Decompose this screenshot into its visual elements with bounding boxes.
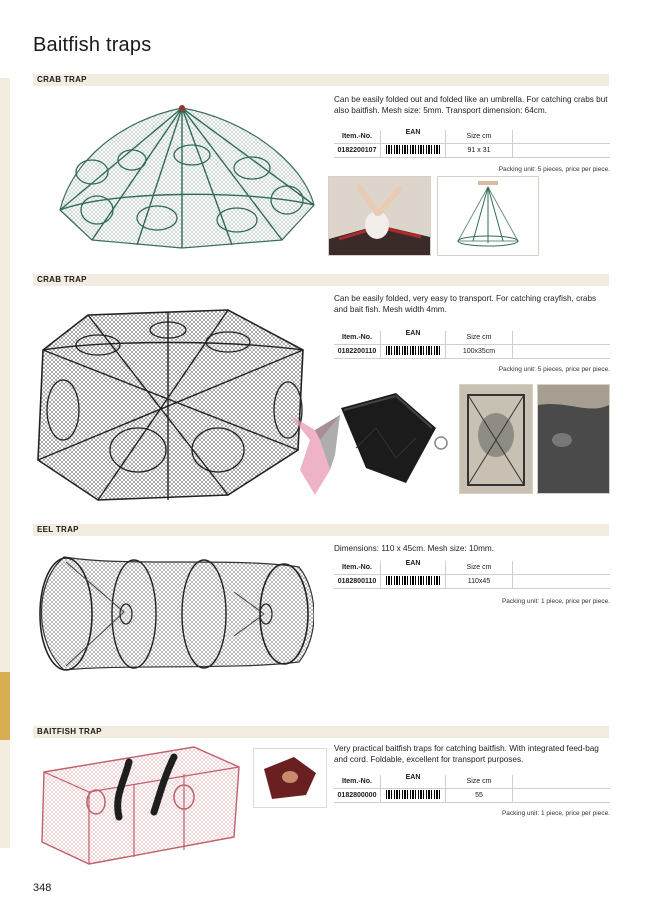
item-size: 91 x 31 [467,147,491,154]
page-number: 348 [33,882,52,894]
product-description: Dimensions: 110 x 45cm. Mesh size: 10mm. [334,544,495,553]
header-item-no: Item.-No. [342,334,372,341]
header-ean: EAN [405,330,421,337]
item-number: 0182800110 [337,578,377,585]
eel-trap-image [34,552,314,674]
product-table [334,775,610,803]
folded-bag-image [336,388,454,488]
trap-detail-photo [537,384,610,494]
baitfish-trap-image [34,742,250,870]
header-ean: EAN [405,129,421,136]
header-ean: EAN [405,774,421,781]
header-size: Size cm [466,334,492,341]
header-size: Size cm [466,133,492,140]
product-table [334,331,610,359]
ean-barcode [386,145,440,154]
section-heading-baitfish-trap: BAITFISH TRAP [33,726,609,738]
section-heading-crab-trap-2: CRAB TRAP [33,274,609,286]
section-heading-crab-trap-1: CRAB TRAP [33,74,609,86]
item-number: 0182800000 [337,792,377,799]
ean-barcode [386,790,440,799]
ean-barcode [386,576,440,585]
page-title: Baitfish traps [33,34,152,56]
feed-bag-image [253,748,327,808]
item-number: 0182200107 [337,147,377,154]
header-item-no: Item.-No. [342,564,372,571]
header-size: Size cm [466,564,492,571]
trap-side-photo [459,384,533,494]
header-size: Size cm [466,778,492,785]
umbrella-crab-trap-image [52,100,322,260]
product-description: Very practical baitfish traps for catching baitfish. With integrated feed-bag and cord. Foldable, excellent for transport purposes. [334,744,599,764]
ean-barcode [386,346,440,355]
octagon-crab-trap-image [28,300,318,510]
product-table [334,561,610,589]
item-size: 100x35cm [462,348,496,355]
packing-unit: Packing unit: 1 piece, price per piece. [501,598,610,605]
packing-unit: Packing unit: 1 piece, price per piece. [501,810,610,817]
packing-unit: Packing unit: 5 pieces, price per piece. [498,166,610,173]
product-table [334,130,610,158]
side-tab-accent [0,672,10,740]
item-size: 55 [475,792,483,799]
folded-trap-photo [437,176,539,256]
header-item-no: Item.-No. [342,133,372,140]
folding-demo-photo [328,176,431,256]
product-description: Can be easily folded, very easy to transport. For catching crayfish, crabs and bait fish. Mesh width 4mm. [334,294,597,314]
item-size: 110x45 [467,578,491,585]
item-number: 0182200110 [337,348,377,355]
header-ean: EAN [405,560,421,567]
product-description: Can be easily folded out and folded like an umbrella. For catching crabs but also baitfish. Mesh size: 5mm. Transport dimension: 64cm. [334,95,608,115]
section-heading-eel-trap: EEL TRAP [33,524,609,536]
header-item-no: Item.-No. [342,778,372,785]
packing-unit: Packing unit: 5 pieces, price per piece. [498,366,610,373]
